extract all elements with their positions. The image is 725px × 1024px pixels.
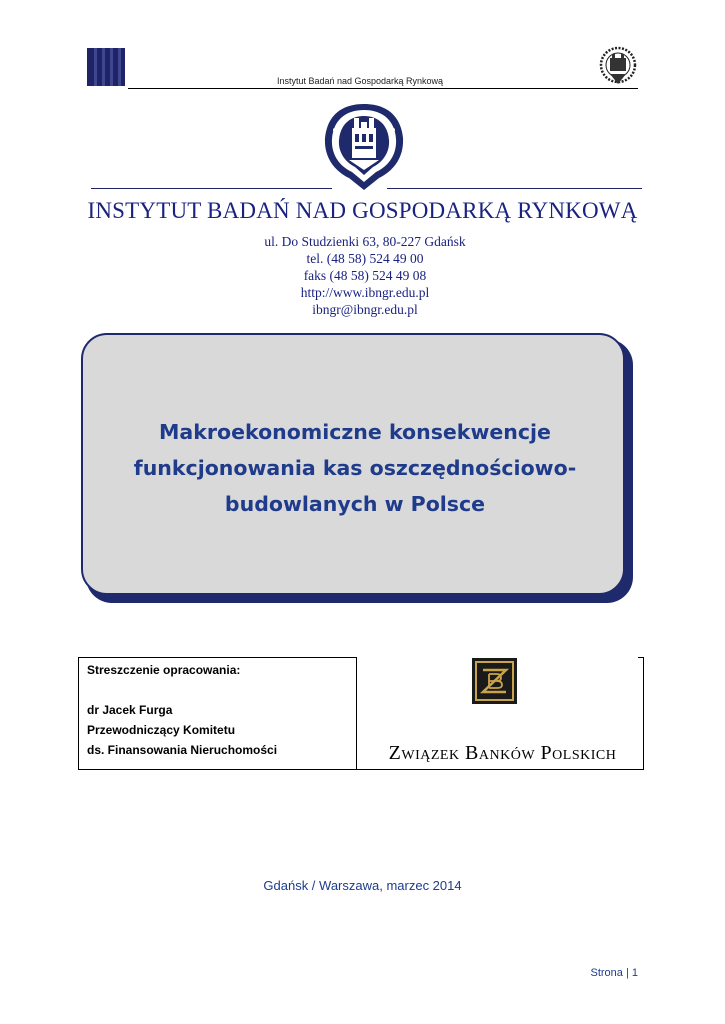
institute-name: INSTYTUT BADAŃ NAD GOSPODARKĄ RYNKOWĄ: [87, 198, 638, 223]
header-emblem-icon: [598, 44, 638, 88]
running-header-title: Instytut Badań nad Gospodarką Rynkową: [276, 76, 444, 86]
emblem-rule-left: [91, 188, 332, 189]
document-title: [100, 414, 610, 522]
document-title-line-1: Makroekonomiczne konsekwencje: [159, 420, 551, 444]
summary-author: dr Jacek Furga: [87, 703, 173, 717]
table-border: [643, 657, 644, 770]
document-title-line-2: funkcjonowania kas oszczędnościowo-: [133, 456, 577, 480]
place-and-date: Gdańsk / Warszawa, marzec 2014: [263, 878, 462, 893]
emblem-rule-right: [387, 188, 642, 189]
institute-emblem-icon: [319, 100, 409, 192]
institute-phone: tel. (48 58) 524 49 00: [306, 251, 424, 266]
partner-name: Związek Banków Polskich: [388, 742, 617, 764]
institute-address: ul. Do Studzienki 63, 80-227 Gdańsk: [264, 234, 466, 249]
summary-role: Przewodniczący Komitetu: [87, 723, 236, 737]
institute-email-link[interactable]: ibngr@ibngr.edu.pl: [312, 302, 418, 317]
institute-fax: faks (48 58) 524 49 08: [303, 268, 427, 283]
summary-committee: ds. Finansowania Nieruchomości: [87, 743, 278, 757]
zbp-logo-icon: [472, 658, 517, 704]
document-title-line-3: budowlanych w Polsce: [224, 492, 486, 516]
page-number: Strona | 1: [590, 967, 638, 979]
summary-label: Streszczenie opracowania:: [87, 663, 241, 677]
header-left-logo: [87, 48, 125, 86]
header-rule: [128, 88, 638, 89]
institute-website-link[interactable]: http://www.ibngr.edu.pl: [300, 285, 430, 300]
institute-contact: [150, 233, 580, 318]
table-border: [357, 769, 644, 770]
summary-text: [87, 660, 352, 760]
